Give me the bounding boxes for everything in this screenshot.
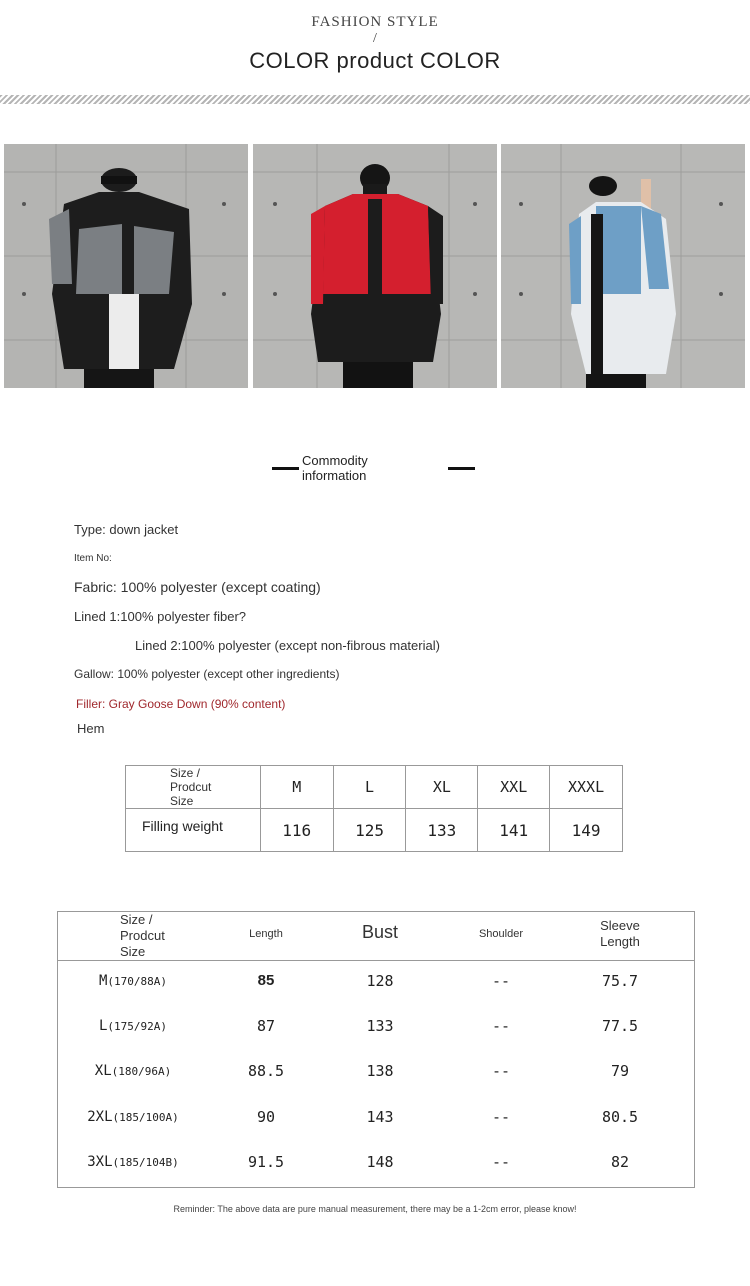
size-measurement-table bbox=[57, 911, 695, 1188]
table-row bbox=[58, 1017, 694, 1039]
size-label-cell bbox=[58, 1017, 208, 1035]
cell-sleeve: 75.7 bbox=[601, 972, 639, 990]
size-spec: (185/104B) bbox=[112, 1156, 179, 1169]
cell-length: 87 bbox=[256, 1017, 276, 1035]
cell-bust: 133 bbox=[366, 1017, 394, 1035]
size-spec: (185/100A) bbox=[112, 1111, 179, 1124]
filling-table-header-cell bbox=[126, 766, 261, 809]
spec-fabric: Fabric: 100% polyester (except coating) bbox=[74, 579, 321, 595]
cell-shoulder: -- bbox=[491, 1062, 511, 1080]
size-label-cell bbox=[58, 972, 208, 990]
filling-value-xl: 133 bbox=[406, 809, 478, 852]
cell-length: 90 bbox=[256, 1108, 276, 1126]
filling-value-xxxl: 149 bbox=[550, 809, 623, 852]
filling-header-line-2: Prodcut bbox=[170, 780, 212, 794]
section-title-line-1: Commodity bbox=[302, 453, 368, 468]
spec-item-no: Item No: bbox=[74, 553, 112, 564]
cell-bust: 143 bbox=[366, 1108, 394, 1126]
header-stripe-divider bbox=[0, 95, 750, 104]
spec-type: Type: down jacket bbox=[74, 522, 179, 537]
table-row bbox=[58, 1153, 694, 1175]
cell-bust: 128 bbox=[366, 972, 394, 990]
filling-weight-table bbox=[125, 765, 623, 852]
size-label-cell bbox=[58, 1153, 208, 1171]
table-row bbox=[58, 1062, 694, 1084]
size-header-line-1: Size / bbox=[120, 912, 153, 927]
cell-bust: 138 bbox=[366, 1062, 394, 1080]
spec-hem: Hem bbox=[77, 721, 105, 736]
cell-shoulder: -- bbox=[491, 972, 511, 990]
size-label-cell bbox=[58, 1062, 208, 1080]
spec-lined-1: Lined 1:100% polyester fiber? bbox=[74, 609, 247, 624]
size-code: L bbox=[98, 1018, 108, 1034]
header-slash: / bbox=[373, 31, 377, 46]
filling-value-l: 125 bbox=[333, 809, 406, 852]
size-code: XL bbox=[94, 1063, 112, 1079]
filling-value-xxl: 141 bbox=[478, 809, 550, 852]
size-code: M bbox=[98, 973, 108, 989]
column-header-bust: Bust bbox=[361, 922, 399, 942]
filling-weight-label: Filling weight bbox=[126, 809, 261, 852]
table-row bbox=[58, 972, 694, 994]
filling-size-xxxl: XXXL bbox=[550, 766, 623, 809]
spec-lined-2: Lined 2:100% polyester (except non-fibrous material) bbox=[135, 638, 440, 653]
cell-sleeve: 77.5 bbox=[601, 1017, 639, 1035]
section-title-bar-right bbox=[448, 467, 475, 470]
cell-bust: 148 bbox=[366, 1153, 394, 1171]
cell-shoulder: -- bbox=[491, 1108, 511, 1126]
sleeve-header-line-2: Length bbox=[600, 934, 640, 949]
product-photo-red bbox=[253, 144, 497, 388]
size-header-line-3: Size bbox=[120, 944, 146, 959]
filling-header-line-1: Size / bbox=[170, 766, 201, 780]
cell-length: 85 bbox=[257, 972, 275, 989]
header-title: FASHION STYLE bbox=[311, 14, 439, 30]
size-spec: (170/88A) bbox=[107, 975, 168, 988]
spec-filler: Filler: Gray Goose Down (90% content) bbox=[76, 697, 286, 711]
size-table-header-divider bbox=[58, 960, 694, 961]
cell-shoulder: -- bbox=[491, 1153, 511, 1171]
cell-length: 91.5 bbox=[247, 1153, 285, 1171]
column-header-shoulder: Shoulder bbox=[478, 928, 524, 940]
size-header-line-2: Prodcut bbox=[120, 928, 165, 943]
header-subtitle: COLOR product COLOR bbox=[249, 48, 501, 73]
filling-value-m: 116 bbox=[260, 809, 333, 852]
spec-gallow: Gallow: 100% polyester (except other ingredients) bbox=[74, 667, 340, 681]
section-title bbox=[302, 453, 368, 483]
filling-size-m: M bbox=[260, 766, 333, 809]
filling-header-line-3: Size bbox=[170, 794, 194, 808]
measurement-reminder: Reminder: The above data are pure manual measurement, there may be a 1-2cm error, please know! bbox=[173, 1204, 577, 1214]
filling-size-xl: XL bbox=[406, 766, 478, 809]
size-spec: (175/92A) bbox=[107, 1020, 168, 1033]
filling-size-xxl: XXL bbox=[478, 766, 550, 809]
cell-shoulder: -- bbox=[491, 1017, 511, 1035]
size-code: 3XL bbox=[87, 1154, 113, 1170]
size-spec: (180/96A) bbox=[111, 1065, 172, 1078]
section-title-bar-left bbox=[272, 467, 299, 470]
filling-table-value-row bbox=[126, 809, 623, 852]
filling-table-header-row bbox=[126, 766, 623, 809]
product-photo-gray bbox=[4, 144, 248, 388]
table-row bbox=[58, 1108, 694, 1130]
section-title-line-2: information bbox=[302, 468, 367, 483]
cell-sleeve: 79 bbox=[610, 1062, 630, 1080]
cell-length: 88.5 bbox=[247, 1062, 285, 1080]
size-code: 2XL bbox=[87, 1109, 113, 1125]
cell-sleeve: 80.5 bbox=[601, 1108, 639, 1126]
size-label-cell bbox=[58, 1108, 208, 1126]
product-photo-blue bbox=[501, 144, 745, 388]
cell-sleeve: 82 bbox=[610, 1153, 630, 1171]
column-header-length: Length bbox=[249, 928, 283, 940]
size-table-header-cell bbox=[120, 912, 210, 960]
filling-size-l: L bbox=[333, 766, 406, 809]
column-header-sleeve-length bbox=[580, 918, 660, 950]
sleeve-header-line-1: Sleeve bbox=[600, 918, 640, 933]
